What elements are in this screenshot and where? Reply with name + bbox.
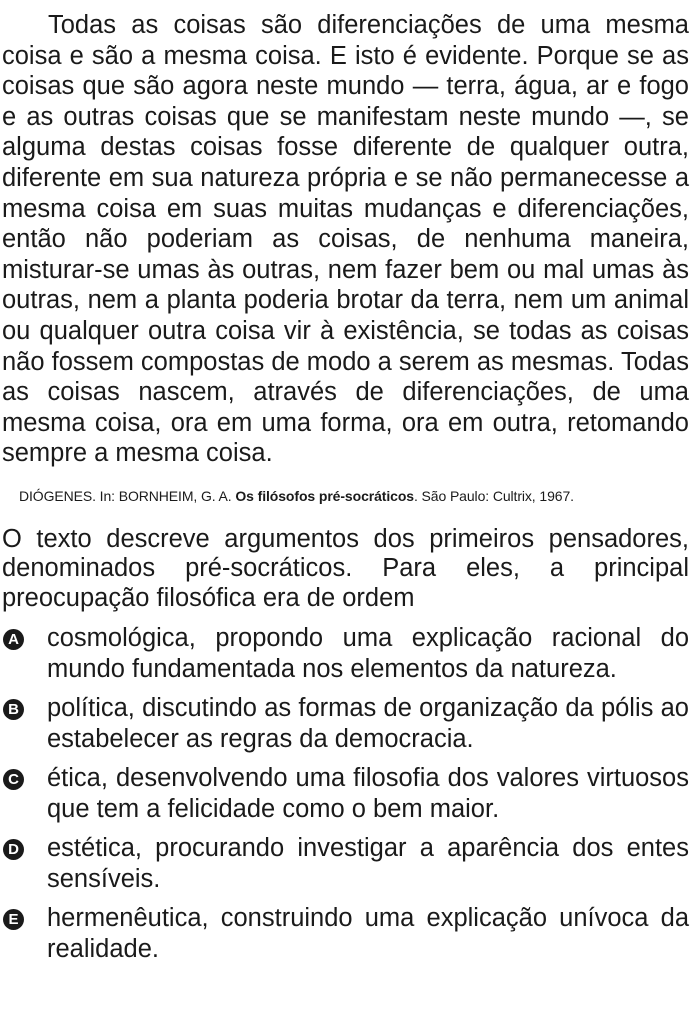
passage-text: Todas as coisas são diferenciações de uma mesma coisa e são a mesma coisa. E isto é evidente. Porque se as coisas que são agora neste mundo — terra, água, ar e fogo e as outras coisas que se manifestam neste mundo —, se alguma destas coisas fosse diferente de qualquer outra, diferente em sua natureza própria e se não permanecesse a mesma coisa em suas muitas mudanças e diferenciações, então não poderiam as coisas, de nenhuma maneira, misturar-se umas às outras, nem fazer bem ou mal umas às outras, nem a planta poderia brotar da terra, nem um animal ou qualquer outra coisa vir à existência, se todas as coisas não fossem compostas de modo a serem as mesmas. Todas as coisas nascem, através de diferenciações, de uma mesma coisa, ora em uma forma, ora em outra, retomando sempre a mesma coisa. [2, 11, 689, 468]
question-prompt: O texto descreve argumentos dos primeiros pensadores, denominados pré-socráticos. Para eles, a principal preocupação filosófica era de ordem [2, 524, 689, 612]
option-letter-badge: D [3, 839, 24, 860]
option-d[interactable] [2, 833, 689, 894]
option-letter-badge: A [3, 629, 24, 650]
citation-prefix: DIÓGENES. In: BORNHEIM, G. A. [19, 487, 236, 504]
option-e[interactable] [2, 903, 689, 964]
option-letter-badge: E [3, 909, 24, 930]
option-text: hermenêutica, construindo uma explicação unívoca da realidade. [47, 904, 689, 963]
option-text: cosmológica, propondo uma explicação racional do mundo fundamentada nos elementos da natureza. [47, 624, 689, 683]
option-text: ética, desenvolvendo uma filosofia dos valores virtuosos que tem a felicidade como o bem maior. [47, 764, 689, 823]
option-text: estética, procurando investigar a aparência dos entes sensíveis. [47, 834, 689, 893]
option-letter-badge: C [3, 769, 24, 790]
option-text: política, discutindo as formas de organização da pólis ao estabelecer as regras da democracia. [47, 694, 689, 753]
source-citation [2, 487, 689, 505]
answer-options [2, 623, 689, 964]
option-a[interactable] [2, 623, 689, 684]
option-letter-badge: B [3, 699, 24, 720]
citation-book-title: Os filósofos pré-socráticos [235, 487, 414, 504]
citation-suffix: . São Paulo: Cultrix, 1967. [413, 487, 574, 504]
option-b[interactable] [2, 693, 689, 754]
option-c[interactable] [2, 763, 689, 824]
